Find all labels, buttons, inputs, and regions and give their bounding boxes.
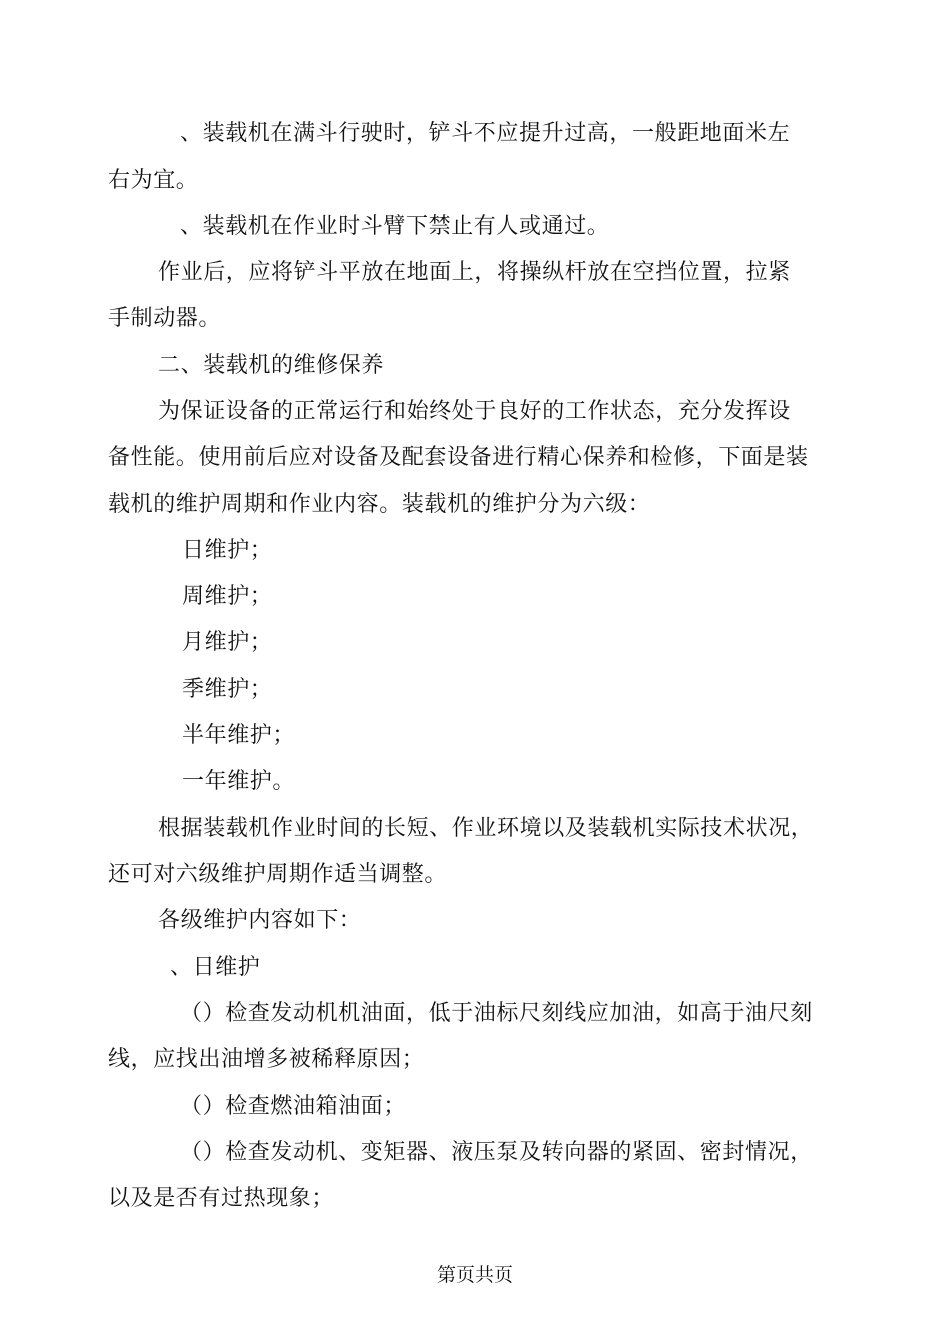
- paragraph-line: 载机的维护周期和作业内容。装载机的维护分为六级：: [108, 492, 651, 517]
- maintenance-level-item: 一年维护。: [182, 769, 296, 794]
- paragraph-line: 为保证设备的正常运行和始终处于良好的工作状态，充分发挥设: [158, 399, 791, 424]
- paragraph-line: 、装载机在作业时斗臂下禁止有人或通过。: [180, 214, 610, 239]
- maintenance-level-item: 季维护；: [182, 677, 273, 702]
- paragraph-line: 还可对六级维护周期作适当调整。: [108, 862, 448, 887]
- paragraph-line: 手制动器。: [108, 306, 222, 331]
- maintenance-level-item: 周维护；: [182, 584, 273, 609]
- maintenance-item: （）检查发动机、变矩器、液压泵及转向器的紧固、密封情况，: [180, 1140, 813, 1165]
- paragraph-line: 作业后，应将铲斗平放在地面上，将操纵杆放在空挡位置，拉紧: [158, 260, 791, 285]
- maintenance-level-item: 日维护；: [182, 538, 273, 563]
- maintenance-item: （）检查发动机机油面，低于油标尺刻线应加油，如高于油尺刻: [180, 1001, 813, 1026]
- maintenance-item: 以及是否有过热现象；: [108, 1186, 335, 1211]
- section-heading: 二、装载机的维修保养: [158, 353, 385, 378]
- paragraph-line: 、装载机在满斗行驶时，铲斗不应提升过高，一般距地面米左: [180, 121, 791, 146]
- maintenance-level-item: 月维护；: [182, 630, 273, 655]
- maintenance-item: （）检查燃油箱油面；: [180, 1094, 407, 1119]
- sub-heading: 、日维护: [170, 955, 261, 980]
- paragraph-line: 备性能。使用前后应对设备及配套设备进行精心保养和检修，下面是装: [108, 445, 809, 470]
- page-footer: 第页共页: [436, 1264, 513, 1286]
- maintenance-item: 线，应找出油增多被稀释原因；: [108, 1047, 425, 1072]
- paragraph-line: 各级维护内容如下：: [158, 908, 362, 933]
- paragraph-line: 根据装载机作业时间的长短、作业环境以及装载机实际技术状况，: [158, 816, 814, 841]
- paragraph-line: 右为宜。: [108, 168, 199, 193]
- maintenance-level-item: 半年维护；: [182, 723, 296, 748]
